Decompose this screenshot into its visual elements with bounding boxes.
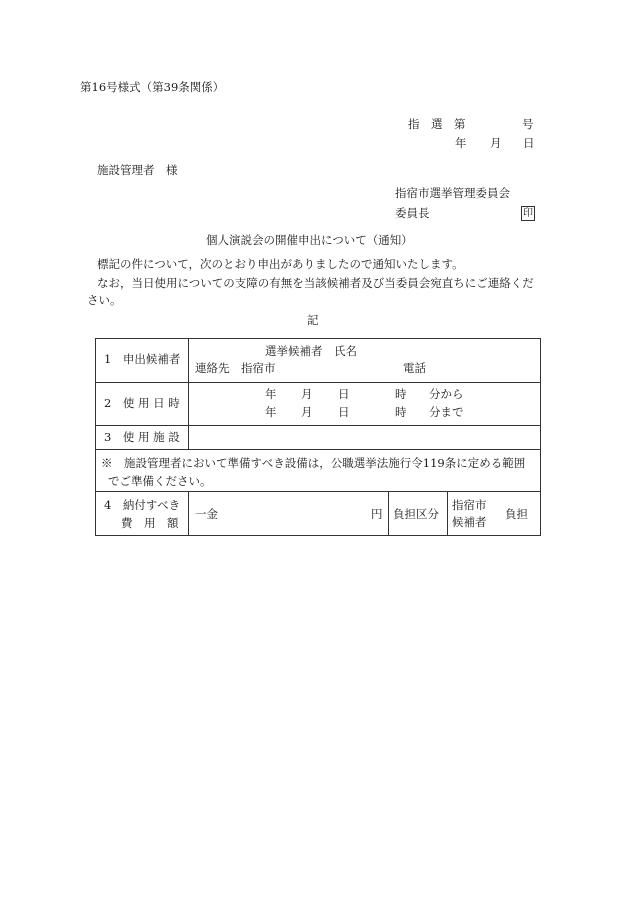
column-divider (188, 339, 189, 449)
burden-label: 負担区分 (393, 507, 439, 521)
column-divider (188, 491, 189, 536)
applicant-label: 1 申出候補者 (104, 352, 181, 366)
to-day: 日 (338, 405, 350, 419)
fee-label-line-2: 費 用 額 (121, 516, 179, 530)
form-number: 第16号様式（第39条関係） (80, 80, 225, 94)
from-day: 日 (338, 387, 350, 401)
row-divider (96, 449, 540, 450)
body-paragraph-1: 標記の件について，次のとおり申出がありましたので通知いたします。 (97, 257, 464, 271)
from-minute: 分から (429, 387, 464, 401)
amount-unit: 円 (371, 507, 383, 521)
from-hour: 時 (395, 387, 407, 401)
body-paragraph-2-line-1: なお，当日使用についての支障の有無を当該候補者及び当委員会宛直ちにご連絡くだ (97, 276, 534, 290)
to-minute: 分まで (429, 405, 464, 419)
date-day: 日 (523, 136, 535, 150)
usage-datetime-label: 2 使 用 日 時 (104, 396, 180, 410)
burden-option-candidate: 候補者 (452, 515, 487, 529)
seal-stamp: 印 (523, 208, 533, 219)
issuer-organization: 指宿市選挙管理委員会 (395, 186, 510, 200)
date-month: 月 (490, 136, 502, 150)
addressee: 施設管理者 様 (97, 163, 178, 177)
note-line-1: ※ 施設管理者において準備すべき設備は，公職選挙法施行令119条に定める範囲 (101, 456, 526, 470)
to-year: 年 (265, 405, 277, 419)
contact-label: 連絡先 指宿市 (195, 361, 276, 375)
to-month: 月 (301, 405, 313, 419)
issuer-title: 委員長 (395, 206, 430, 220)
fee-label-line-1: 4 納付すべき (104, 498, 181, 512)
candidate-name-label: 選挙候補者 氏名 (265, 344, 357, 358)
from-month: 月 (301, 387, 313, 401)
facility-label: 3 使 用 施 設 (104, 430, 180, 444)
amount-prefix: 一金 (195, 507, 218, 521)
note-line-2: でご準備ください。 (108, 474, 212, 488)
phone-label: 電話 (403, 361, 426, 375)
row-divider (96, 425, 540, 426)
reference-number-suffix: 号 (522, 117, 534, 131)
from-year: 年 (265, 387, 277, 401)
burden-suffix: 負担 (505, 507, 528, 521)
burden-option-city: 指宿市 (452, 498, 487, 512)
column-divider (447, 491, 448, 536)
column-divider (388, 491, 389, 536)
row-divider (96, 382, 540, 383)
details-table (95, 338, 541, 536)
reference-number-prefix: 指 選 第 (408, 117, 466, 131)
ki-heading: 記 (307, 313, 319, 327)
document-title: 個人演説会の開催申出について（通知） (206, 233, 413, 247)
to-hour: 時 (395, 405, 407, 419)
row-divider (96, 491, 540, 492)
body-paragraph-2-line-2: さい。 (87, 293, 122, 307)
date-year: 年 (455, 136, 467, 150)
